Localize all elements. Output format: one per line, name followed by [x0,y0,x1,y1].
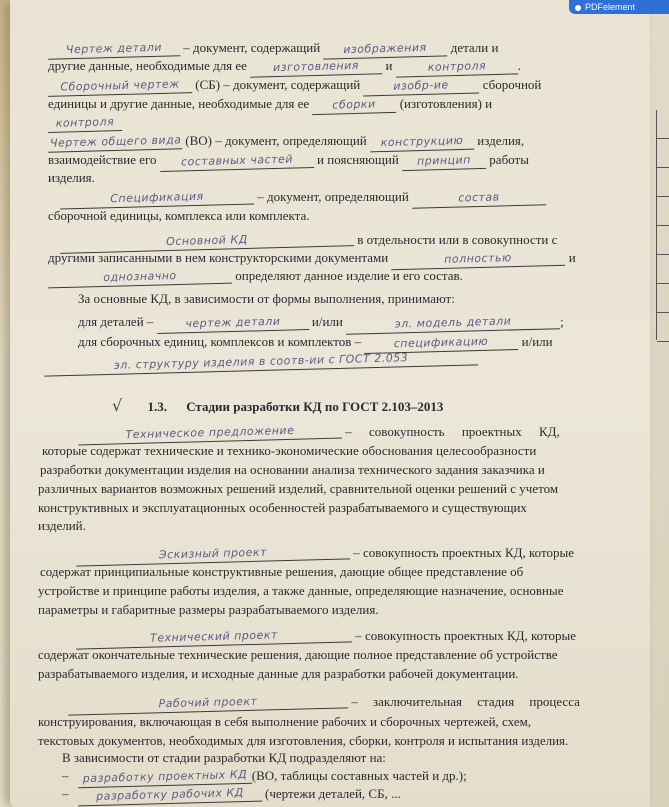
line: За основные КД, в зависимости от формы выполнения, принимают: [78,291,455,306]
line: которые содержат технические и технико-экономические обоснования целесообразности [42,443,537,458]
handwritten-answer: Чертеж общего вида [48,132,182,153]
handwritten-answer: Техническое предложение [78,422,342,446]
line: для сборочных единиц, комплексов и комплектов – спецификацию и/или [78,334,553,352]
handwritten-answer: изготовления [250,57,382,77]
handwritten-answer: контроля [395,57,517,77]
line [44,353,478,371]
line [48,114,122,132]
line: сборочной единицы, комплекса или комплекта. [48,208,310,223]
line: Основной КД в отдельности или в совокупности с [60,232,557,250]
pdfelement-badge[interactable]: PDFelement [569,0,669,14]
handwritten-answer: Сборочный чертеж [48,76,192,97]
line: параметры и габаритные размеры разрабатываемого изделия. [38,602,379,617]
line: конструирования, включающая в себя выполнение рабочих и сборочных чертежей, схем, [38,714,532,729]
line: различных вариантов возможных решений изделий, сравнительной оценки решений с учетом [38,481,559,496]
handwritten-answer: конструкцию [370,133,474,153]
handwritten-answer: Спецификация [60,187,254,209]
line: Сборочный чертеж (СБ) – документ, содержащий изобр-ие сборочной [48,77,541,95]
line: Рабочий проект – заключительная стадия процесса [68,694,580,712]
app-logo-icon [575,5,581,11]
list-item: – разработку проектных КД (ВО, таблицы составных частей и др.); [62,768,467,786]
handwritten-answer: изображения [323,39,447,59]
list-item: – разработку рабочих КД (чертежи деталей, СБ, ... [62,786,401,804]
line: единицы и другие данные, необходимые для ее сборки (изготовления) и [48,96,492,114]
handwritten-answer: Эскизный проект [76,542,350,566]
handwritten-answer: Рабочий проект [68,691,348,715]
handwritten-answer: эл. модель детали [346,312,560,335]
handwritten-answer: полностью [391,249,565,271]
handwritten-answer: чертеж детали [156,313,308,334]
handwritten-answer: спецификацию [364,333,518,354]
check-mark-icon: √ [112,396,123,415]
handwritten-answer: однозначно [48,267,232,289]
handwritten-answer: Основной КД [60,229,354,254]
handwritten-answer: эл. структуру изделия в соотв-ии с ГОСТ 2.053 [44,348,478,376]
section-heading: √ 1.3. Стадии разработки КД по ГОСТ 2.103–2013 [112,396,444,415]
line: содержат принципиальные конструктивные решения, дающие общее представление об [40,564,524,579]
handwritten-answer: принцип [402,152,486,171]
line: В зависимости от стадии разработки КД подразделяют на: [62,750,386,765]
handwritten-answer: изобр-ие [363,76,479,96]
line: содержат окончательные технические решения, дающие полное представление об устройстве [38,647,558,662]
handwritten-answer: составных частей [160,151,314,172]
line: взаимодействие его составных частей и поясняющий принцип работы [48,152,529,170]
handwritten-answer: состав [412,188,546,209]
line: другими записанными в нем конструкторскими документами полностью и [48,250,576,268]
line: другие данные, необходимые для ее изготовления и контроля . [48,58,521,76]
handwritten-answer: Чертеж детали [48,39,180,59]
line: разрабатываемого изделия, и исходные данные для разработки рабочей документации. [38,666,519,681]
line: Чертеж детали – документ, содержащий изображения детали и [48,40,498,58]
line: разработки документации изделия на основании анализа технического задания заказчика и [40,462,545,477]
line: изделия. [48,170,95,185]
handwritten-answer: контроля [48,114,122,133]
line: Чертеж общего вида (ВО) – документ, определяющий конструкцию изделия, [48,133,524,151]
line: изделий. [38,518,86,533]
line: Спецификация – документ, определяющий состав [60,189,546,207]
line: для деталей – чертеж детали и/или эл. модель детали ; [78,314,564,332]
line: устройстве и принципе работы изделия, а также данные, определяющие назначение, основные [38,583,564,598]
handwritten-answer: разработку проектных КД [78,767,252,789]
line: текстовых документов, необходимых для изготовления, сборки, контроля и испытания изделия. [38,733,569,748]
line: Технический проект – совокупность проектных КД, которые [76,628,576,646]
handwritten-answer: разработку рабочих КД [78,785,262,807]
handwritten-answer: Технический проект [76,625,352,649]
line: конструктивных и эксплуатационных особенностей разрабатываемого и существующих [38,500,527,515]
handwritten-answer: сборки [312,96,396,115]
line: однозначно определяют данное изделие и его состав. [48,268,463,286]
line: Эскизный проект – совокупность проектных КД, которые [76,545,574,563]
line: Техническое предложение – совокупность проектных КД, [78,424,560,442]
margin-table-edge [656,110,669,340]
